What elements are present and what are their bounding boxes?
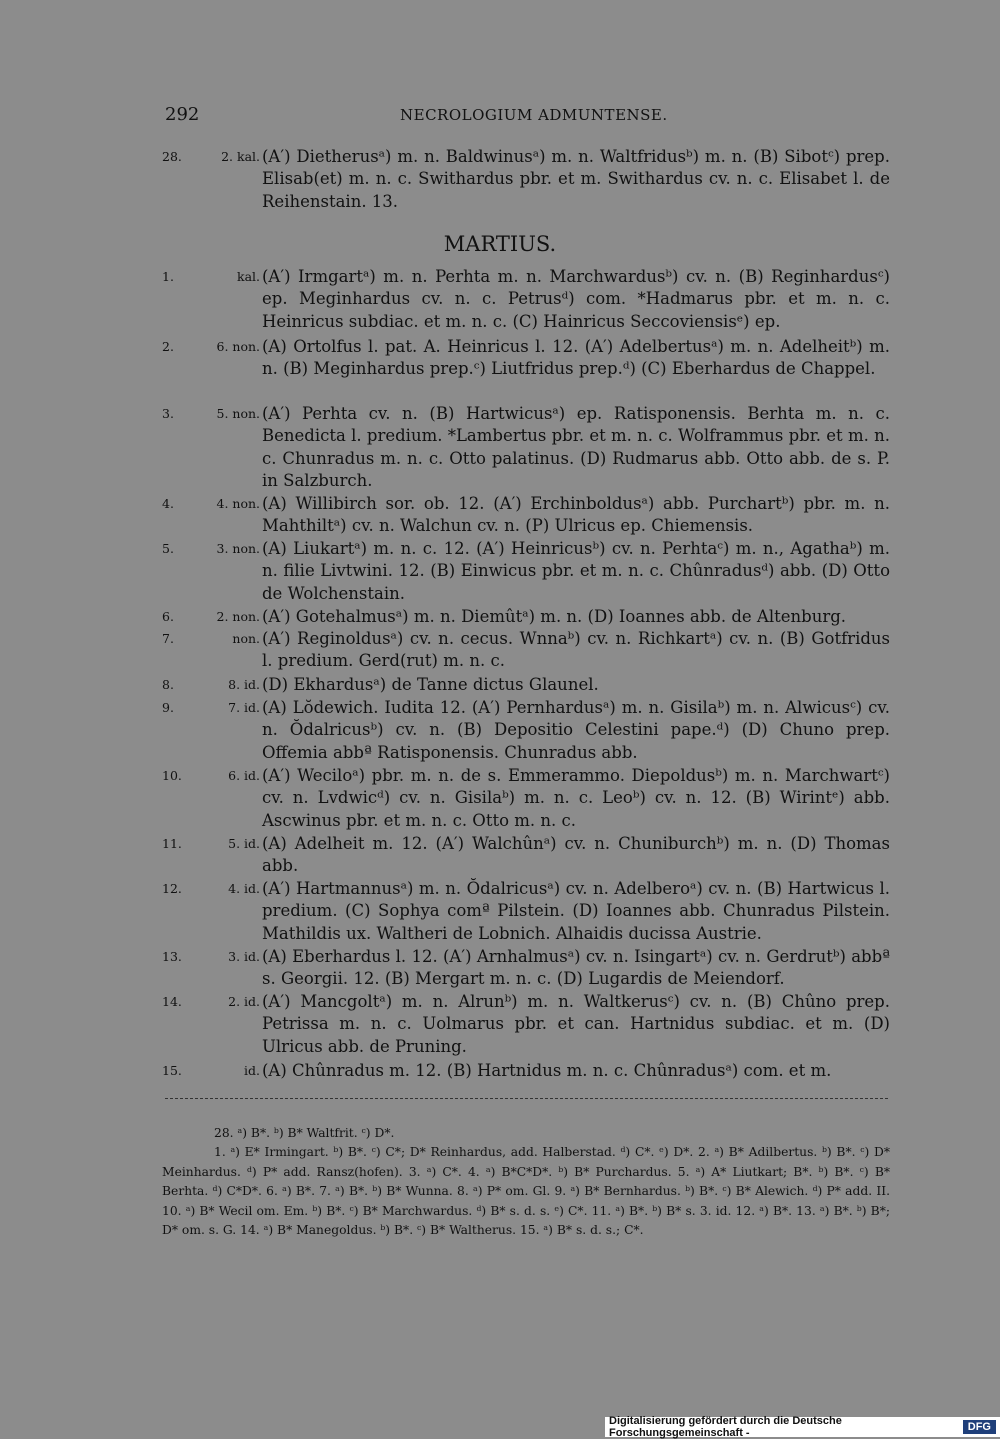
entry-day: 15.	[162, 1063, 182, 1078]
entry-day: 7.	[162, 631, 174, 646]
entry-text: (A′) Hartmannusᵃ) m. n. Ŏdalricusᵃ) cv. n. Adelberoᵃ) cv. n. (B) Hartwicus l. predium. (C) Sophya comª Pilstein. (D) Ioannes abb. Chunradus Pilstein. Mathildis ux. Waltheri de Lobnich. Alhaidis ducissa Austrie.	[262, 879, 890, 943]
page-number: 292	[165, 104, 200, 125]
entry-day: 6.	[162, 609, 174, 624]
entry-row	[162, 674, 890, 696]
entry-day: 9.	[162, 700, 174, 715]
entry-day: 28.	[162, 149, 182, 164]
entry-row	[162, 493, 890, 538]
entry-text: (A′) Perhta cv. n. (B) Hartwicusᵃ) ep. Ratisponensis. Berhta m. n. c. Benedicta l. predium. *Lambertus pbr. et m. n. c. Wolframmus pbr. et m. n. c. Chunradus m. n. c. Otto palatinus. (D) Rudmarus abb. Otto abb. de s. P. in Salzburch.	[262, 404, 890, 490]
entry-day: 2.	[162, 339, 174, 354]
entry-row	[162, 403, 890, 492]
entry-day: 1.	[162, 269, 174, 284]
entry-row	[162, 606, 890, 628]
entry-day: 8.	[162, 677, 174, 692]
entry-text: (A) Chûnradus m. 12. (B) Hartnidus m. n. c. Chûnradusᵃ) com. et m.	[262, 1061, 832, 1080]
entry-day: 4.	[162, 496, 174, 511]
entry-text: (D) Ekhardusᵃ) de Tanne dictus Glaunel.	[262, 675, 599, 694]
entry-text: (A′) Dietherusᵃ) m. n. Baldwinusᵃ) m. n. Waltfridusᵇ) m. n. (B) Sibotᶜ) prep. Elisab(et) m. n. c. Swithardus pbr. et m. Swithardus cv. n. c. Elisabet l. de Reihenstain. 13.	[262, 147, 890, 211]
entry-text: (A′) Irmgartᵃ) m. n. Perhta m. n. Marchwardusᵇ) cv. n. (B) Reginhardusᶜ) ep. Meginhardus cv. n. c. Petrusᵈ) com. *Hadmarus pbr. et m. n. c. Heinricus subdiac. et m. n. c. (C) Hainricus Seccoviensisᵉ) ep.	[262, 267, 890, 331]
running-title: NECROLOGIUM ADMUNTENSE.	[400, 106, 668, 124]
entry-text: (A) Liukartᵃ) m. n. c. 12. (A′) Heinricusᵇ) cv. n. Perhtaᶜ) m. n., Agathaᵇ) m. n. filie Livtwini. 12. (B) Einwicus pbr. et m. n. c. Chûnradusᵈ) abb. (D) Otto de Wolchenstain.	[262, 539, 890, 603]
entry-row	[162, 878, 890, 945]
entry-day: 14.	[162, 994, 182, 1009]
entry-row	[162, 765, 890, 832]
entry-text: (A) Lŏdewich. Iudita 12. (A′) Pernhardusᵃ) m. n. Gisilaᵇ) m. n. Alwicusᶜ) cv. n. Ŏdalricusᵇ) cv. n. (B) Depositio Celestini pape.ᵈ) (D) Chuno prep. Offemia abbª Ratisponensis. Chunradus abb.	[262, 698, 890, 762]
entry-row	[162, 628, 890, 673]
entry-row	[162, 538, 890, 605]
entry-text: (A) Willibirch sor. ob. 12. (A′) Erchinboldusᵃ) abb. Purchartᵇ) pbr. m. n. Mahthiltᵃ) cv. n. Walchun cv. n. (P) Ulricus ep. Chiemensis.	[262, 494, 890, 536]
entry-row	[162, 991, 890, 1058]
entry-row	[162, 336, 890, 381]
entry-date: 6. non.	[216, 339, 260, 354]
footnote-paragraph: 28. ᵃ) B*. ᵇ) B* Waltfrit. ᶜ) D*.	[214, 1126, 395, 1140]
entry-date: 6. id.	[228, 768, 260, 783]
entry-day: 11.	[162, 836, 182, 851]
section-heading: MARTIUS.	[443, 232, 557, 256]
entry-row	[162, 833, 890, 878]
entry-date: kal.	[237, 269, 260, 284]
entry-date: 5. non.	[216, 406, 260, 421]
entry-day: 5.	[162, 541, 174, 556]
dfg-logo-icon: DFG	[963, 1420, 996, 1434]
entry-row	[162, 146, 890, 213]
entry-row	[162, 266, 890, 333]
entry-date: 2. id.	[228, 994, 260, 1009]
entry-text: (A) Adelheit m. 12. (A′) Walchûnᵃ) cv. n. Chuniburchᵇ) m. n. (D) Thomas abb.	[262, 834, 890, 876]
entry-row	[162, 697, 890, 764]
entry-text: (A′) Weciloᵃ) pbr. m. n. de s. Emmerammo. Diepoldusᵇ) m. n. Marchwartᶜ) cv. n. Lvdwicᵈ) cv. n. Gisilaᵇ) m. n. c. Leoᵇ) cv. n. 12. (B) Wirintᵉ) abb. Ascwinus pbr. et m. n. c. Otto m. n. c.	[262, 766, 890, 830]
footnote-divider	[165, 1098, 888, 1099]
footnotes	[162, 1124, 890, 1240]
entry-day: 13.	[162, 949, 182, 964]
entry-day: 3.	[162, 406, 174, 421]
entry-date: 8. id.	[228, 677, 260, 692]
entry-date: 2. non.	[216, 609, 260, 624]
entry-date: 4. id.	[228, 881, 260, 896]
entry-date: 2. kal.	[221, 149, 260, 164]
entry-date: 5. id.	[228, 836, 260, 851]
entry-text: (A) Ortolfus l. pat. A. Heinricus l. 12. (A′) Adelbertusᵃ) m. n. Adelheitᵇ) m. n. (B) Meginhardus prep.ᶜ) Liutfridus prep.ᵈ) (C) Eberhardus de Chappel.	[262, 337, 890, 379]
entry-text: (A′) Gotehalmusᵃ) m. n. Diemûtᵃ) m. n. (D) Ioannes abb. de Altenburg.	[262, 607, 847, 626]
entry-date: 7. id.	[228, 700, 260, 715]
entry-text: (A′) Reginoldusᵃ) cv. n. cecus. Wnnaᵇ) cv. n. Richkartᵃ) cv. n. (B) Gotfridus l. predium. Gerd(rut) m. n. c.	[262, 629, 890, 671]
entry-day: 12.	[162, 881, 182, 896]
entry-row	[162, 946, 890, 991]
digitization-footer	[605, 1417, 1000, 1437]
entry-date: 3. id.	[228, 949, 260, 964]
entry-row	[162, 1060, 890, 1082]
entry-date: non.	[232, 631, 260, 646]
footer-credit-text: Digitalisierung gefördert durch die Deutsche Forschungsgemeinschaft -	[609, 1415, 842, 1439]
entry-text: (A) Eberhardus l. 12. (A′) Arnhalmusᵃ) cv. n. Isingartᵃ) cv. n. Gerdrutᵇ) abbª s. Georgii. 12. (B) Mergart m. n. c. (D) Lugardis de Meiendorf.	[262, 947, 890, 989]
entry-date: 4. non.	[216, 496, 260, 511]
footnote-paragraph: 1. ᵃ) E* Irmingart. ᵇ) B*. ᶜ) C*; D* Reinhardus, add. Halberstad. ᵈ) C*. ᵉ) D*. 2. ᵃ) B* Adilbertus. ᵇ) B*. ᶜ) D* Meinhardus. ᵈ) P* add. Ransz(hofen). 3. ᵃ) C*. 4. ᵃ) B*C*D*. ᵇ) B* Purchardus. 5. ᵃ) A* Liutkart; B*. ᵇ) B*. ᶜ) B* Berhta. ᵈ) C*D*. 6. ᵃ) B*. 7. ᵃ) B*. ᵇ) B* Wunna. 8. ᵃ) P* om. Gl. 9. ᵃ) B* Bernhardus. ᵇ) B*. ᶜ) B* Alewich. ᵈ) P* add. II. 10. ᵃ) B* Wecil om. Em. ᵇ) B*. ᶜ) B* Marchwardus. ᵈ) B* s. d. s. ᵉ) C*. 11. ᵃ) B*. ᵇ) B* s. 3. id. 12. ᵃ) B*. 13. ᵃ) B*. ᵇ) B*; D* om. s. G. 14. ᵃ) B* Manegoldus. ᵇ) B*. ᶜ) B* Waltherus. 15. ᵃ) B* s. d. s.; C*.	[162, 1145, 890, 1238]
entry-date: id.	[244, 1063, 260, 1078]
entry-text: (A′) Mancgoltᵃ) m. n. Alrunᵇ) m. n. Waltkerusᶜ) cv. n. (B) Chûno prep. Petrissa m. n. c. Uolmarus pbr. et can. Hartnidus subdiac. et m. (D) Ulricus abb. de Pruning.	[262, 992, 890, 1056]
entry-date: 3. non.	[216, 541, 260, 556]
entry-day: 10.	[162, 768, 182, 783]
